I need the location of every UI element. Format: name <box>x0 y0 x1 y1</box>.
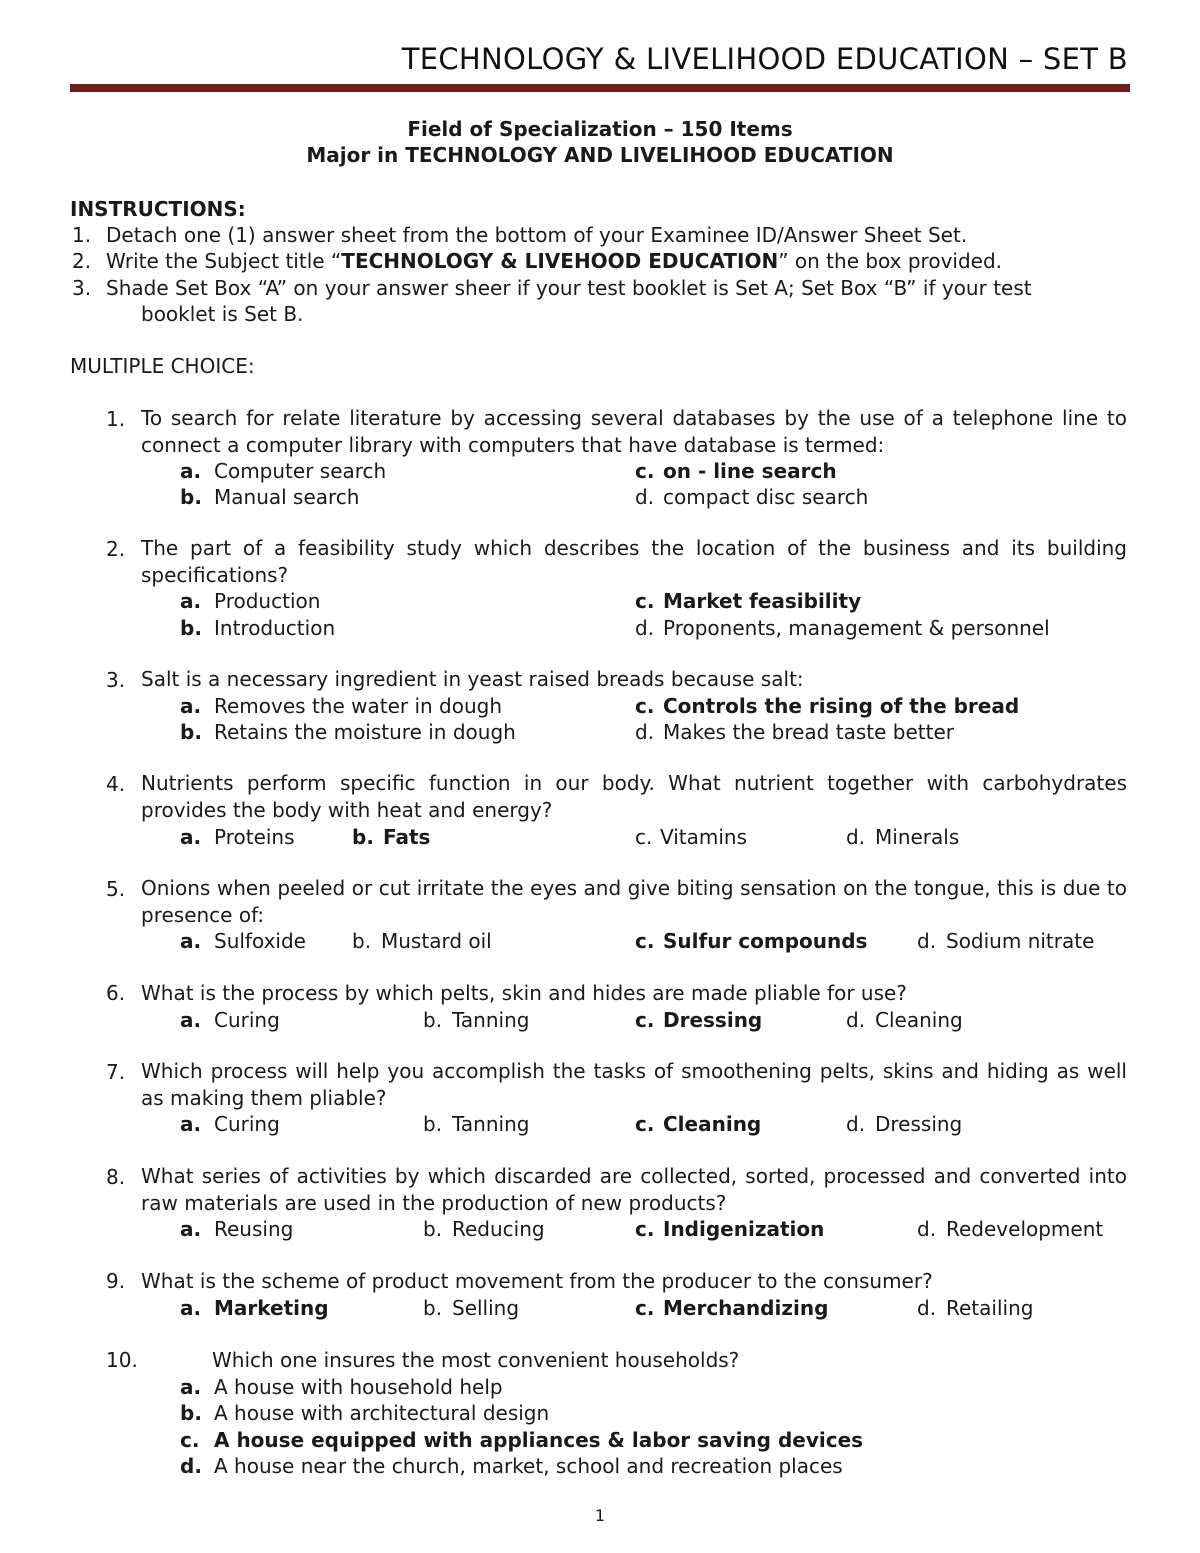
question-number: 4. <box>106 772 126 796</box>
choice-text-answer: Fats <box>383 825 431 849</box>
choice-letter: c. <box>635 929 655 953</box>
choice-letter: a. <box>180 825 202 849</box>
question-text: To search for relate literature by accessing several databases by the use of a telephone line to connect a computer library with computers that have database is termed: <box>141 406 1127 457</box>
exam-major-line: Major in TECHNOLOGY AND LIVELIHOOD EDUCATION <box>306 143 894 167</box>
page-header-title: TECHNOLOGY & LIVELIHOOD EDUCATION – SET B <box>401 42 1128 76</box>
choice-letter: b. <box>423 1296 443 1320</box>
choice-letter: d. <box>180 1454 202 1478</box>
choice-text-answer: Market feasibility <box>663 589 862 613</box>
choice-letter: b. <box>352 825 374 849</box>
choice-letter: d. <box>846 825 866 849</box>
question-text: What is the scheme of product movement from the producer to the consumer? <box>141 1269 933 1293</box>
choice-text: Curing <box>214 1112 280 1136</box>
instruction-number: 3. <box>72 276 92 300</box>
question-number: 1. <box>106 407 126 431</box>
header-divider <box>70 84 1130 92</box>
choice-letter: d. <box>917 929 937 953</box>
question-text: What is the process by which pelts, skin and hides are made pliable for use? <box>141 981 907 1005</box>
instruction-text: Write the Subject title “TECHNOLOGY & LIVEHOOD EDUCATION” on the box provided. <box>106 249 1003 273</box>
choice-text: Reducing <box>452 1217 545 1241</box>
choice-text-answer: Sulfur compounds <box>663 929 868 953</box>
choice-text: Curing <box>214 1008 280 1032</box>
choice-text: Retailing <box>946 1296 1034 1320</box>
question-text: Onions when peeled or cut irritate the eyes and give biting sensation on the tongue, this is due to presence of: <box>141 876 1127 927</box>
choice-letter: d. <box>917 1296 937 1320</box>
question-number: 6. <box>106 981 126 1005</box>
choice-letter: c. <box>180 1428 200 1452</box>
choice-text-answer: Dressing <box>663 1008 763 1032</box>
choice-text: A house with household help <box>214 1375 503 1399</box>
choice-letter: a. <box>180 929 202 953</box>
section-label: MULTIPLE CHOICE: <box>70 354 255 378</box>
choice-text: compact disc search <box>663 485 869 509</box>
choice-letter: c. <box>635 1008 655 1032</box>
choice-text: Production <box>214 589 321 613</box>
question-number: 5. <box>106 877 126 901</box>
question-number: 10. <box>106 1348 138 1372</box>
instruction-text: Detach one (1) answer sheet from the bottom of your Examinee ID/Answer Sheet Set. <box>106 223 968 247</box>
question-text: Which process will help you accomplish the tasks of smoothening pelts, skins and hiding as well as making them pliable? <box>141 1059 1127 1110</box>
choice-letter: a. <box>180 694 202 718</box>
question-number: 2. <box>106 537 126 561</box>
choice-text: A house with architectural design <box>214 1401 550 1425</box>
question-text: What series of activities by which discarded are collected, sorted, processed and converted into raw materials are used in the production of new products? <box>141 1164 1127 1215</box>
choice-letter: b. <box>180 1401 202 1425</box>
choice-letter: d. <box>917 1217 937 1241</box>
question-text: Nutrients perform specific function in our body. What nutrient together with carbohydrates provides the body with heat and energy? <box>141 771 1127 822</box>
question-number: 3. <box>106 668 126 692</box>
choice-text: Computer search <box>214 459 387 483</box>
choice-letter: a. <box>180 1375 202 1399</box>
choice-letter: c. <box>635 694 655 718</box>
choice-text: Introduction <box>214 616 336 640</box>
choice-letter: d. <box>635 616 655 640</box>
choice-letter: a. <box>180 1112 202 1136</box>
instruction-number: 2. <box>72 249 92 273</box>
choice-letter: b. <box>180 485 202 509</box>
question-text: Which one insures the most convenient households? <box>212 1348 740 1372</box>
choice-letter: c. <box>635 459 655 483</box>
instructions-heading: INSTRUCTIONS: <box>70 197 246 221</box>
question-text: The part of a feasibility study which describes the location of the business and its building specifications? <box>141 536 1127 587</box>
choice-letter: c. <box>635 1217 655 1241</box>
question-number: 8. <box>106 1165 126 1189</box>
choice-letter: a. <box>180 1296 202 1320</box>
instruction-text-continuation: booklet is Set B. <box>141 302 304 326</box>
choice-letter: c. <box>635 1296 655 1320</box>
page-number: 1 <box>594 1506 606 1525</box>
choice-text: Vitamins <box>660 825 748 849</box>
choice-text: Dressing <box>875 1112 963 1136</box>
choice-text: Selling <box>452 1296 520 1320</box>
choice-letter: b. <box>180 616 202 640</box>
choice-text: Reusing <box>214 1217 294 1241</box>
choice-letter: d. <box>635 485 655 509</box>
exam-field-line: Field of Specialization – 150 Items <box>407 117 793 141</box>
question-number: 7. <box>106 1060 126 1084</box>
choice-text: Tanning <box>452 1008 530 1032</box>
choice-letter: b. <box>423 1217 443 1241</box>
instruction-number: 1. <box>72 223 92 247</box>
choice-letter: d. <box>846 1008 866 1032</box>
choice-text: Redevelopment <box>946 1217 1104 1241</box>
choice-text-answer: Indigenization <box>663 1217 825 1241</box>
choice-text: Sulfoxide <box>214 929 306 953</box>
choice-letter: a. <box>180 1217 202 1241</box>
choice-text-answer: Cleaning <box>663 1112 762 1136</box>
choice-letter: b. <box>180 720 202 744</box>
instruction-text: Shade Set Box “A” on your answer sheer if your test booklet is Set A; Set Box “B” if your test <box>106 276 1032 300</box>
choice-text-answer: Controls the rising of the bread <box>663 694 1020 718</box>
choice-text: Removes the water in dough <box>214 694 503 718</box>
choice-letter: b. <box>423 1112 443 1136</box>
choice-letter: a. <box>180 459 202 483</box>
choice-text-answer: Merchandizing <box>663 1296 829 1320</box>
choice-text-answer: A house equipped with appliances & labor saving devices <box>214 1428 864 1452</box>
choice-letter: d. <box>635 720 655 744</box>
choice-letter: a. <box>180 589 202 613</box>
question-text: Salt is a necessary ingredient in yeast raised breads because salt: <box>141 667 804 691</box>
choice-letter: b. <box>423 1008 443 1032</box>
choice-text: Retains the moisture in dough <box>214 720 516 744</box>
choice-text: Mustard oil <box>381 929 492 953</box>
subject-title-emphasis: TECHNOLOGY & LIVEHOOD EDUCATION <box>341 249 779 273</box>
choice-letter: a. <box>180 1008 202 1032</box>
question-number: 9. <box>106 1269 126 1293</box>
choice-text-answer: Marketing <box>214 1296 329 1320</box>
choice-text: Proponents, management & personnel <box>663 616 1050 640</box>
choice-letter: c. <box>635 1112 655 1136</box>
choice-text: Manual search <box>214 485 360 509</box>
choice-letter: d. <box>846 1112 866 1136</box>
choice-text-answer: on - line search <box>663 459 837 483</box>
choice-text: A house near the church, market, school and recreation places <box>214 1454 843 1478</box>
choice-text: Proteins <box>214 825 295 849</box>
choice-text: Minerals <box>875 825 960 849</box>
choice-text: Tanning <box>452 1112 530 1136</box>
choice-text: Cleaning <box>875 1008 963 1032</box>
choice-letter: c. <box>635 589 655 613</box>
choice-letter: b. <box>352 929 372 953</box>
choice-text: Makes the bread taste better <box>663 720 954 744</box>
choice-text: Sodium nitrate <box>946 929 1095 953</box>
choice-letter: c. <box>635 825 653 849</box>
